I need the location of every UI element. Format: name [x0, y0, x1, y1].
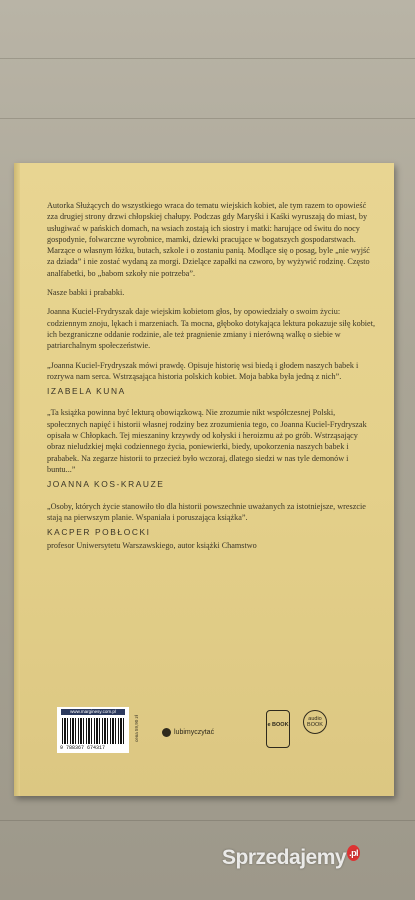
watermark-text: Sprzedajemy	[222, 846, 347, 869]
quote-1-text: „Joanna Kuciel-Frydryszak mówi prawdę. Opisuje historię wsi biedą i głodem naszych babek i rozrywa nam serca. Wstrząsająca historia polskich kobiet. Moja babka była jedną z nich”.	[47, 360, 359, 381]
lubimyczytac-label: lubimyczytać	[174, 729, 215, 736]
isbn-barcode	[57, 707, 129, 753]
blurb-paragraph-3: Joanna Kuciel-Frydryszak daje wiejskim kobietom głos, by opowiedziały o swoim życiu: codziennym znoju, lękach i marzeniach. Ta mocna, głęboko dotykająca lektura pokazuje siłę kobiet, ich bezgraniczne oddanie rodzinie, ale też pragnienie zmiany i nierówną walkę o siebie w patriarchalnym społeczeństwie.	[47, 307, 376, 351]
quote-3-author: KACPER POBŁOCKI	[47, 527, 151, 538]
book-spine-edge	[14, 163, 20, 796]
quote-3-text: „Osoby, których życie stanowiło tło dla historii powszechnie uważanych za istotniejsze, wreszcie stają na pierwszym planie. Wspaniała i poruszająca książka”.	[47, 501, 366, 522]
price-label: cena 59,90 zł	[134, 715, 139, 742]
lubimyczytac-icon	[162, 728, 171, 737]
audiobook-circle-icon	[303, 710, 327, 734]
barcode-bars	[62, 718, 124, 744]
ebook-logo	[266, 710, 290, 748]
lubimyczytac-logo	[162, 728, 214, 737]
audiobook-label-top: audio	[308, 716, 322, 722]
ebook-label: e BOOK	[267, 722, 289, 728]
quote-3-subtitle: profesor Uniwersytetu Warszawskiego, autor książki Chamstwo	[47, 541, 257, 551]
isbn-number: 9 788367 674317	[60, 745, 106, 751]
quote-2-text: „Ta książka powinna być lekturą obowiązkową. Nie zrozumie nikt współczesnej Polski, społecznych napięć i historii własnej rodziny bez zrozumienia tego, co Joanna Kuciel-Frydryszak opisała w Chłopkach. Tej mieszaniny krzywdy od kołyski i heroizmu aż po grób. Wstrząsający obraz nieludzkiej męki codziennego życia, poniewierki, biedy, upokorzenia naszych babek i prababek. Na zegarze historii to przecież było wczoraj, dlatego siedzi w nas tyle demonów i buntu...”	[47, 408, 367, 474]
publisher-url: www.marginesy.com.pl	[61, 709, 125, 715]
cover-text	[47, 200, 377, 552]
quote-2-author: JOANNA KOS-KRAUZE	[47, 479, 165, 490]
blurb-paragraph-2: Nasze babki i prababki.	[47, 288, 125, 298]
blurb-paragraph-1: Autorka Służących do wszystkiego wraca do tematu wiejskich kobiet, ale tym razem to opowieść zza drugiej strony drzwi chłopskiej chałupy. Podczas gdy Maryśki i Kaśki wyruszają do miast, by usługiwać w pańskich domach, na wsiach zostają ich siostry i matki: harujące od świtu do nocy gospodynie, folwarczne wyrobnice, mamki, dziewki pracujące w bogatszych gospodarstwach. Marzące o własnym łóżku, butach, szkole i o zostaniu panią. Modlące się o posag, byle „nie wyjść za dziada” i nie zostać wydaną za morgi. Dzielące zapałki na czworo, by wyżywić rodzinę. Często analfabetki, bo „babom szkoły nie potrzeba”.	[47, 201, 370, 278]
audiobook-logo	[301, 710, 329, 748]
watermark-tld: .pl	[347, 845, 360, 861]
audiobook-label-bottom: BOOK	[307, 722, 323, 728]
quote-1-author: IZABELA KUNA	[47, 386, 126, 397]
sprzedajemy-watermark	[222, 846, 360, 870]
